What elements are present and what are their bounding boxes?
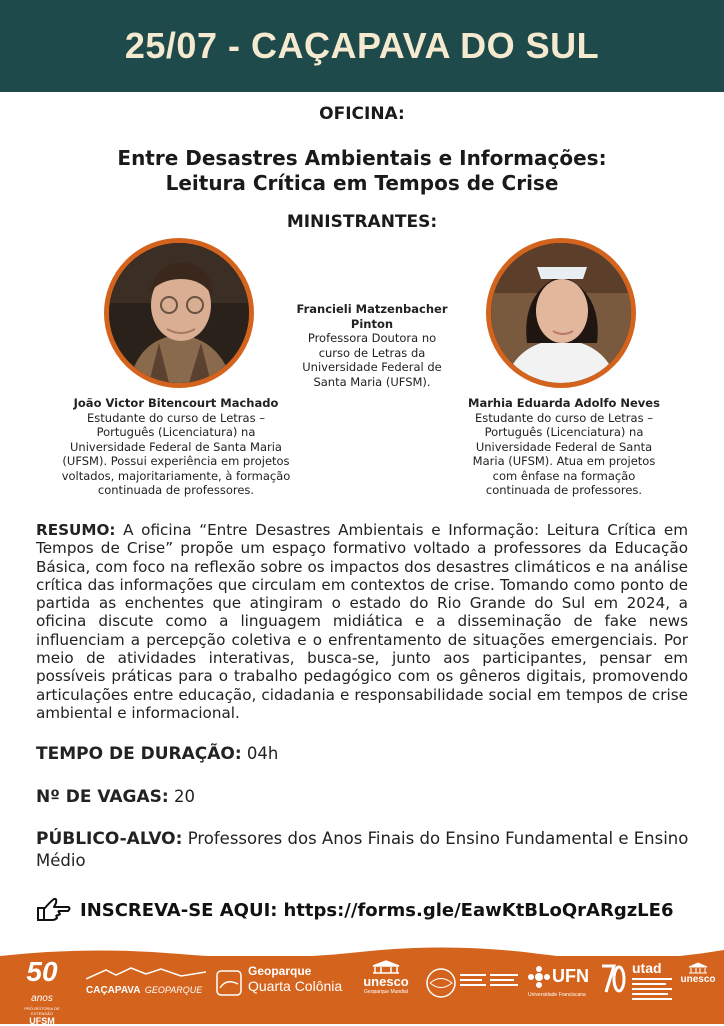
publico-value: Professores dos Anos Finais do Ensino Fundamental e Ensino Médio: [36, 829, 689, 870]
logo-50-number: 50: [26, 956, 58, 987]
pointing-hand-icon: [36, 896, 72, 924]
vagas-line: [36, 787, 195, 807]
ministrante-right: [466, 396, 662, 498]
ministrante-right-bio: Estudante do curso de Letras – Português (Licenciatura) na Universidade Federal de Santa Maria (UFSM). Atua em projetos com ênfase na formação continuada de professores.: [472, 410, 656, 497]
logo-unesco-small: [676, 962, 720, 985]
logo-quarta-colonia-line1: Geoparque: [248, 964, 312, 978]
duracao-value: 04h: [246, 744, 279, 763]
inscricao-line[interactable]: [36, 896, 673, 924]
ufn-flower-icon: [528, 966, 550, 988]
logo-50-caption: PRÓ-REITORIA DE EXTENSÃO: [24, 1006, 60, 1016]
resumo-paragraph: [36, 521, 688, 722]
ministrante-center: [296, 302, 448, 389]
header-banner: [0, 0, 724, 92]
portrait-male-icon: [109, 243, 249, 383]
utad-caption-icon: [632, 976, 676, 1006]
logo-ufn-sub: Universidade Franciscana: [528, 992, 586, 998]
oficina-title-line1: Entre Desastres Ambientais e Informações:: [117, 146, 607, 170]
logo-50-anos: [14, 956, 70, 1026]
logo-quarta-colonia-line2: Quarta Colônia: [248, 978, 343, 994]
vagas-label: Nº DE VAGAS:: [36, 787, 169, 807]
logo-50-anos-text: anos: [31, 993, 53, 1004]
logo-global-geoparks: [424, 966, 520, 1000]
logo-unesco-sub: Geoparque Mundial: [364, 989, 408, 995]
ministrante-left-bio: Estudante do curso de Letras – Português (Licenciatura) na Universidade Federal de Santa Maria (UFSM). Possui experiência em projetos voltados, majoritariamente, à formação continuada de professores.: [61, 410, 291, 497]
seventy-years-emblem-icon: [600, 962, 626, 996]
logo-cacapava: [86, 966, 206, 998]
logo-unesco-small-text: unesco: [680, 974, 716, 985]
unesco-temple-icon: [371, 960, 401, 974]
logo-70: [600, 962, 626, 996]
unesco-small-temple-icon: [688, 962, 708, 974]
ministrantes-label: MINISTRANTES:: [286, 212, 438, 232]
inscricao-label: INSCREVA-SE AQUI:: [80, 899, 278, 921]
inscricao-link[interactable]: https://forms.gle/EawKtBLoQrARgzLE6: [283, 899, 674, 921]
publico-line: [36, 828, 696, 872]
publico-label: PÚBLICO-ALVO:: [36, 829, 183, 849]
ministrante-right-name: Marhia Eduarda Adolfo Neves: [468, 396, 660, 410]
global-geoparks-icon: [424, 966, 520, 1000]
event-date-location: 25/07 - CAÇAPAVA DO SUL: [124, 25, 600, 66]
resumo-text: A oficina “Entre Desastres Ambientais e Informação: Leitura Crítica em Tempos de Crise” propõe um espaço formativo voltado a professores da Educação Básica, com foco na reflexão sobre os impactos dos desastres climáticos e na análise crítica das informações que circulam em contextos de crise. Tomando como ponto de partida as enchentes que atingiram o estado do Rio Grande do Sul em 2024, a oficina discute como a linguagem midiática e a disseminação de fake news influenciam a percepção coletiva e o enfrentamento de situações emergenciais. Por meio de atividades interativas, busca-se, junto aos participantes, pensar em possíveis práticas para o trabalho pedagógico com os gêneros digitais, promovendo articulações entre educação, cidadania e responsabilidade social em tempos de crise ambiental e informacional.: [36, 521, 689, 722]
oficina-title: [0, 146, 724, 196]
mountains-icon: [86, 966, 206, 980]
footer-logos: [0, 956, 724, 1024]
logo-ufn-text: UFN: [552, 966, 589, 986]
duracao-label: TEMPO DE DURAÇÃO:: [36, 744, 242, 764]
ministrante-center-bio: Professora Doutora no curso de Letras da Universidade Federal de Santa Maria (UFSM).: [302, 331, 442, 389]
oficina-label: OFICINA:: [319, 104, 405, 124]
duracao-line: [36, 744, 278, 764]
logo-50-org: UFSM: [29, 1016, 55, 1026]
resumo-label: RESUMO:: [36, 521, 116, 539]
photo-marhia: [486, 238, 636, 388]
geoparque-emblem-icon: [216, 970, 242, 996]
logo-utad: [632, 960, 676, 1006]
ministrante-center-name: Francieli Matzenbacher Pinton: [296, 302, 448, 331]
portrait-female-icon: [491, 243, 631, 383]
logo-cacapava-text: CAÇAPAVA: [86, 985, 141, 996]
photo-joao: [104, 238, 254, 388]
logo-unesco-text: unesco: [363, 974, 409, 989]
logo-unesco-geoparque: [354, 960, 418, 995]
ministrante-left: [58, 396, 294, 498]
logo-utad-text: utad: [632, 960, 662, 976]
oficina-title-line2: Leitura Crítica em Tempos de Crise: [165, 171, 559, 195]
logo-cacapava-sub: GEOPARQUE: [144, 985, 203, 995]
ministrante-left-name: João Victor Bitencourt Machado: [73, 396, 279, 410]
vagas-value: 20: [173, 787, 195, 806]
